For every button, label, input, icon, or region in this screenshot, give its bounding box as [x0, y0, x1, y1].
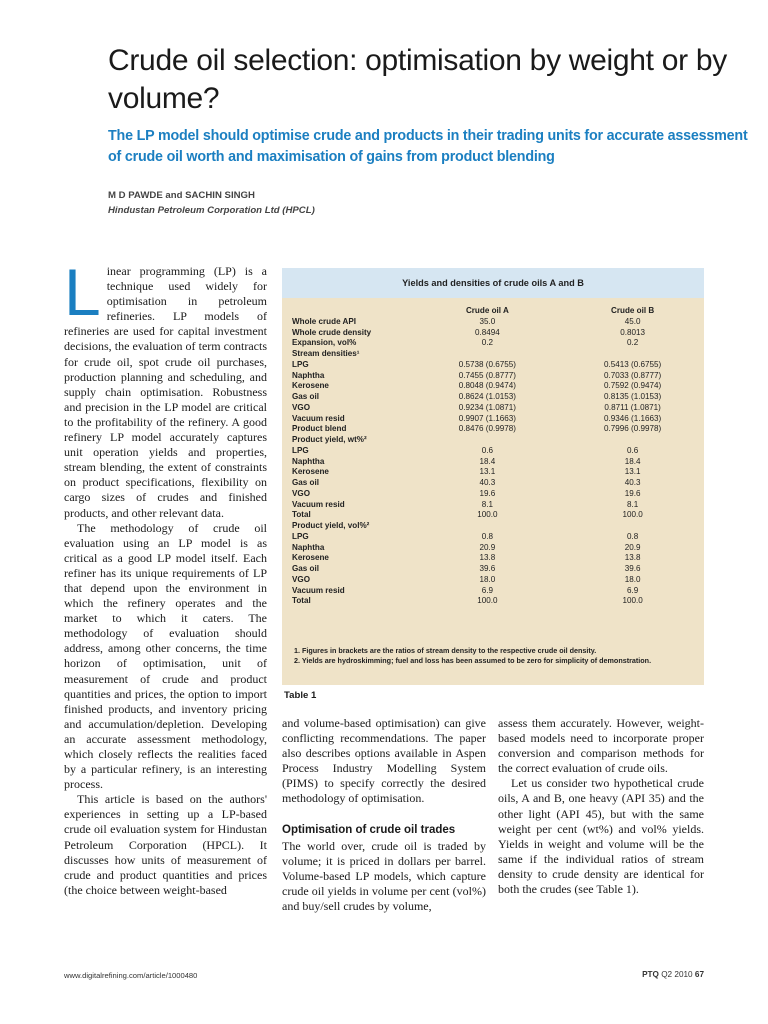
- body-column-1: [64, 264, 267, 944]
- cell-crude-a: 100.0: [477, 510, 498, 520]
- cell-crude-b: [563, 521, 702, 532]
- row-label: Total: [292, 510, 311, 520]
- table-row: [292, 564, 702, 575]
- row-label: Product yield, vol%²: [292, 521, 370, 530]
- row-label: Total: [292, 596, 311, 606]
- table-row: [292, 414, 702, 425]
- row-label: Kerosene: [292, 381, 329, 391]
- cell-crude-b: 39.6: [624, 564, 641, 573]
- cell-crude-a: [412, 349, 564, 360]
- cell-crude-b: 20.9: [624, 542, 641, 552]
- table-row: [292, 586, 702, 597]
- yields-table: [292, 306, 702, 607]
- paragraph: The world over, crude oil is traded by volume; it is priced in dollars per barrel. Volume-based LP models, which capture crude oil yields in volume per cent (vol%) and buy/sell crudes by volume,: [282, 838, 486, 913]
- paragraph: assess them accurately. However, weight-based models need to incorporate proper conversion and comparison methods for the correct evaluation of crude oils.: [498, 716, 704, 776]
- cell-crude-a: [412, 521, 564, 532]
- table-row: [292, 371, 702, 382]
- table-row: [292, 489, 702, 500]
- table-row: [292, 532, 702, 543]
- header-crude-a: Crude oil A: [465, 306, 509, 315]
- table-row: [292, 467, 702, 478]
- table-row: [292, 510, 702, 521]
- cell-crude-a: 0.8624 (1.0153): [458, 392, 516, 401]
- paragraph: Let us consider two hypothetical crude oils, A and B, one heavy (API 35) and the other light (API 45), but with the same weight per cent (wt%) and vol% yields. Yields in weight and volume will be the same if the individual ratios of stream density to crude density are identical for both the crudes (see Table 1).: [498, 776, 704, 897]
- cell-crude-b: 0.8013: [620, 327, 645, 337]
- paragraph-intro-text: inear programming (LP) is a technique used widely for optimisation in petroleum refineries. LP models of refineries are used for capital investment decisions, the evaluation of term contracts for crude oil, spot crude oil purchases, production planning and scheduling, and supply chain optimisation. Robustness and precision in the LP model are critical to the profitability of the refinery. A good refinery LP model accurately captures unit operation yields and properties, stream blending, the extent of constraints on product specifications, flexibility on cargo sizes of crudes and finished products, and other relevant data.: [64, 264, 267, 520]
- row-label: Expansion, vol%: [292, 338, 357, 348]
- cell-crude-b: 0.7033 (0.8777): [604, 370, 662, 380]
- cell-crude-a: 40.3: [479, 478, 496, 487]
- article-subtitle: The LP model should optimise crude and products in their trading units for accurate assessment of crude oil worth and maximisation of gains from product blending: [108, 128, 748, 165]
- cell-crude-b: 0.8711 (1.0871): [604, 402, 661, 412]
- cell-crude-a: 35.0: [479, 316, 496, 326]
- cell-crude-a: 0.8048 (0.9474): [458, 381, 516, 391]
- table-row: [292, 349, 702, 360]
- cell-crude-b: 0.7996 (0.9978): [604, 424, 662, 434]
- cell-crude-b: 13.1: [624, 467, 641, 477]
- cell-crude-b: 100.0: [622, 510, 643, 520]
- row-label: Vacuum resid: [292, 413, 345, 423]
- cell-crude-a: 39.6: [479, 564, 496, 573]
- cell-crude-a: 20.9: [479, 542, 496, 552]
- row-label: Kerosene: [292, 467, 329, 477]
- authors: M D PAWDE and SACHIN SINGH: [108, 190, 255, 201]
- article-title: Crude oil selection: optimisation by weight or by volume?: [108, 44, 727, 115]
- paragraph: This article is based on the authors' experiences in setting up a LP-based crude oil evaluation system for Hindustan Petroleum Corporation (HPCL). It discusses how units of measurement of crude and product quantities and prices (the choice between weight-based: [64, 792, 267, 897]
- affiliation: Hindustan Petroleum Corporation Ltd (HPCL): [108, 205, 315, 216]
- cell-crude-a: 0.5738 (0.6755): [458, 359, 516, 369]
- cell-crude-a: 0.9234 (1.0871): [458, 402, 516, 412]
- row-label: LPG: [292, 531, 309, 541]
- cell-crude-a: 18.4: [479, 456, 496, 466]
- page-number: 67: [694, 970, 704, 979]
- cell-crude-b: 18.4: [624, 456, 641, 466]
- table-body: [292, 317, 702, 607]
- body-column-3: [498, 716, 704, 944]
- row-label: Whole crude density: [292, 327, 372, 337]
- table-header-row: [292, 306, 702, 317]
- row-label: Naphtha: [292, 456, 325, 466]
- drop-cap: L: [64, 264, 101, 329]
- cell-crude-a: 0.8: [481, 531, 494, 541]
- table-row: [292, 457, 702, 468]
- table-row: [292, 543, 702, 554]
- cell-crude-b: 0.5413 (0.6755): [604, 359, 662, 369]
- table-row: [292, 338, 702, 349]
- row-label: Gas oil: [292, 478, 319, 487]
- cell-crude-a: 0.6: [481, 445, 494, 455]
- footer-url: www.digitalrefining.com/article/1000480: [64, 971, 198, 980]
- table-row: [292, 596, 702, 607]
- header-crude-b: Crude oil B: [611, 306, 655, 315]
- table-row: [292, 478, 702, 489]
- header-blank: [292, 306, 412, 317]
- table-row: [292, 424, 702, 435]
- cell-crude-b: 19.6: [624, 488, 641, 498]
- row-label: Naphtha: [292, 542, 325, 552]
- table-title: Yields and densities of crude oils A and B: [282, 268, 704, 298]
- table-row: [292, 360, 702, 371]
- cell-crude-a: 13.1: [479, 467, 496, 477]
- row-label: VGO: [292, 402, 310, 412]
- cell-crude-b: 45.0: [624, 316, 641, 326]
- table-note-1: 1. Figures in brackets are the ratios of stream density to the respective crude oil density.: [294, 646, 597, 655]
- cell-crude-a: [412, 435, 564, 446]
- row-label: LPG: [292, 445, 309, 455]
- row-label: Gas oil: [292, 564, 319, 573]
- row-label: VGO: [292, 488, 310, 498]
- row-label: Product blend: [292, 424, 347, 434]
- table-row: [292, 381, 702, 392]
- row-label: Whole crude API: [292, 316, 357, 326]
- cell-crude-a: 0.8494: [475, 327, 500, 337]
- table-caption: Table 1: [284, 690, 317, 701]
- table-row: [292, 317, 702, 328]
- journal-issue: Q2 2010: [661, 970, 693, 979]
- table-notes: [294, 646, 694, 665]
- cell-crude-b: 0.8135 (1.0153): [604, 392, 662, 401]
- cell-crude-a: 0.2: [481, 338, 494, 348]
- cell-crude-a: 0.9907 (1.1663): [458, 413, 516, 423]
- cell-crude-b: 0.2: [626, 338, 639, 348]
- table-row: [292, 328, 702, 339]
- cell-crude-b: 8.1: [626, 499, 639, 509]
- cell-crude-b: [563, 349, 702, 360]
- row-label: Naphtha: [292, 370, 325, 380]
- cell-crude-b: 100.0: [622, 596, 643, 606]
- cell-crude-b: 0.6: [626, 445, 639, 455]
- cell-crude-a: 6.9: [481, 585, 494, 595]
- cell-crude-a: 18.0: [479, 574, 496, 584]
- cell-crude-b: 6.9: [626, 585, 639, 595]
- cell-crude-a: 100.0: [477, 596, 498, 606]
- cell-crude-b: [563, 435, 702, 446]
- row-label: Gas oil: [292, 392, 319, 401]
- paragraph: The methodology of crude oil evaluation using an LP model is as critical as a good LP model itself. Each refiner has its unique requirements of LP that depend upon the environment in which the refinery operates and the market to which it caters. The methodology of evaluation should address, among other concerns, the time horizon of optimisation, unit of measurement of crude and product quantities and prices, the option to import finished products, and inventory pricing and accumulation/depletion. Developing an accurate assessment methodology, which closely reflects the realities faced by a particular refinery, is an interesting process.: [64, 520, 267, 792]
- row-label: Stream densities¹: [292, 349, 360, 358]
- table-row: [292, 435, 702, 446]
- body-column-2: [282, 716, 486, 944]
- cell-crude-b: 0.7592 (0.9474): [604, 381, 662, 391]
- row-label: LPG: [292, 359, 309, 369]
- table-row: [292, 575, 702, 586]
- cell-crude-a: 0.8476 (0.9978): [458, 424, 516, 434]
- paragraph: and volume-based optimisation) can give conflicting recommendations. The paper also describes options available in Aspen Process Industry Modelling System (PIMS) to specify correctly the desired methodology of optimisation.: [282, 716, 486, 806]
- row-label: Product yield, wt%²: [292, 435, 367, 444]
- row-label: Vacuum resid: [292, 499, 345, 509]
- cell-crude-b: 18.0: [624, 574, 641, 584]
- cell-crude-b: 0.8: [626, 531, 639, 541]
- paragraph-intro: [64, 264, 267, 521]
- section-heading: Optimisation of crude oil trades: [282, 823, 456, 836]
- cell-crude-a: 13.8: [479, 553, 496, 563]
- row-label: Vacuum resid: [292, 585, 345, 595]
- table-row: [292, 521, 702, 532]
- cell-crude-a: 19.6: [479, 488, 496, 498]
- row-label: Kerosene: [292, 553, 329, 563]
- table-row: [292, 403, 702, 414]
- cell-crude-b: 13.8: [624, 553, 641, 563]
- table-row: [292, 553, 702, 564]
- cell-crude-a: 0.7455 (0.8777): [458, 370, 516, 380]
- cell-crude-a: 8.1: [481, 499, 494, 509]
- cell-crude-b: 40.3: [624, 478, 641, 487]
- row-label: VGO: [292, 574, 310, 584]
- table-row: [292, 446, 702, 457]
- table-row: [292, 500, 702, 511]
- yields-table-panel: [282, 268, 704, 685]
- journal-name: PTQ: [642, 970, 659, 979]
- table-row: [292, 392, 702, 403]
- table-note-2: 2. Yields are hydroskimming; fuel and loss has been assumed to be zero for simplicity of demonstration.: [294, 655, 652, 665]
- cell-crude-b: 0.9346 (1.1663): [604, 413, 662, 423]
- footer-journal-info: [642, 970, 704, 979]
